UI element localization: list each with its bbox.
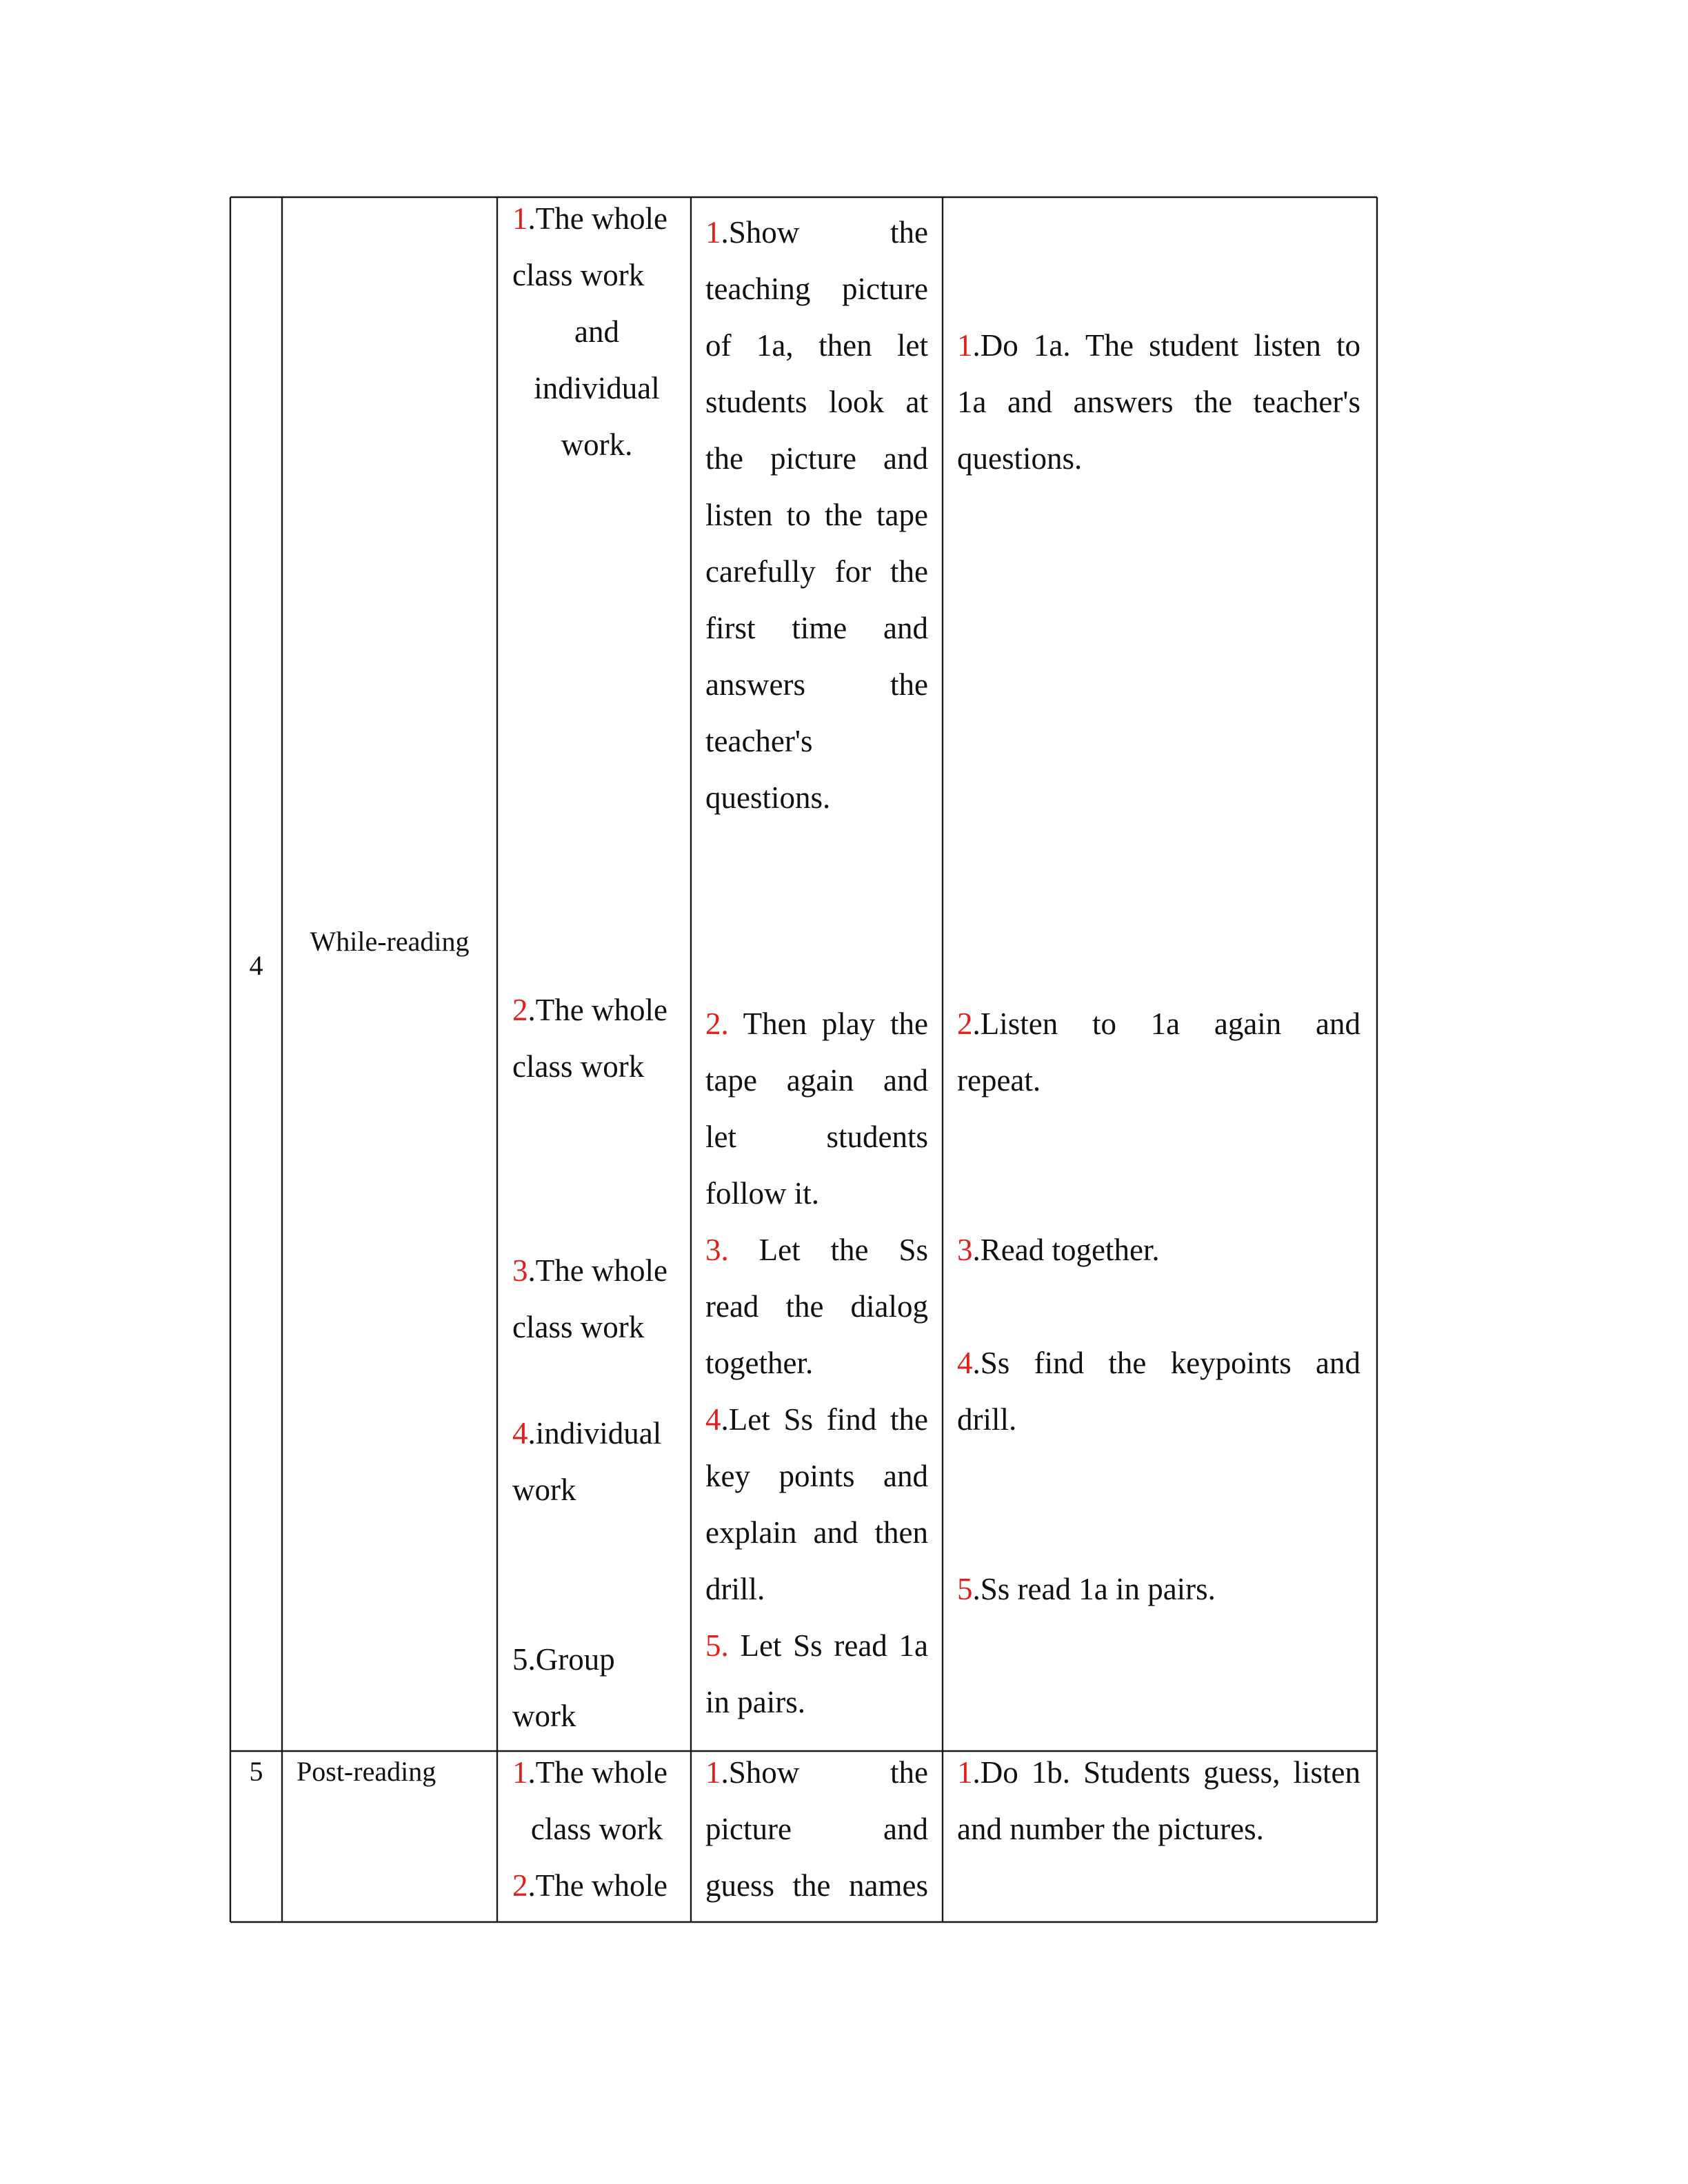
form-item: 3.The whole class work bbox=[512, 1253, 667, 1344]
form-item: 4.individual work bbox=[512, 1416, 662, 1507]
row-number: 4 bbox=[249, 950, 263, 981]
stage-label: While-reading bbox=[310, 926, 470, 957]
teacher-activity: 1.Show the picture and guess the names bbox=[705, 1755, 928, 1903]
student-activity: 1.Do 1b. Students guess, listen and number the pictures. bbox=[957, 1755, 1360, 1846]
teacher-activity: 5. Let Ss read 1a in pairs. bbox=[705, 1628, 928, 1719]
student-activity: 1.Do 1a. The student listen to 1a and answers the teacher's questions. bbox=[957, 328, 1360, 476]
form-item: 2.The whole class work bbox=[512, 993, 667, 1084]
student-activity: 5.Ss read 1a in pairs. bbox=[957, 1572, 1216, 1606]
row-number: 5 bbox=[249, 1756, 263, 1787]
student-activity: 4.Ss find the keypoints and drill. bbox=[957, 1346, 1360, 1437]
student-activity: 3.Read together. bbox=[957, 1233, 1160, 1267]
form-item: 5.Group work bbox=[512, 1642, 615, 1733]
teacher-activity: 3. Let the Ss read the dialog together. bbox=[705, 1233, 928, 1380]
stage-label: Post-reading bbox=[297, 1756, 436, 1787]
form-item: 1.The whole class work 2.The whole bbox=[512, 1755, 667, 1903]
form-item: 1.The whole class work and individual work. bbox=[512, 201, 667, 462]
teacher-activity: 2. Then play the tape again and let students follow it. bbox=[705, 1007, 928, 1211]
teacher-activity: 4.Let Ss find the key points and explain and then drill. bbox=[705, 1402, 928, 1606]
teacher-activity: 1.Show the teaching picture of 1a, then let students look at the picture and listen to the tape carefully for the first time and answers the teacher's questions. bbox=[705, 215, 928, 815]
student-activity: 2.Listen to 1a again and repeat. bbox=[957, 1007, 1360, 1098]
